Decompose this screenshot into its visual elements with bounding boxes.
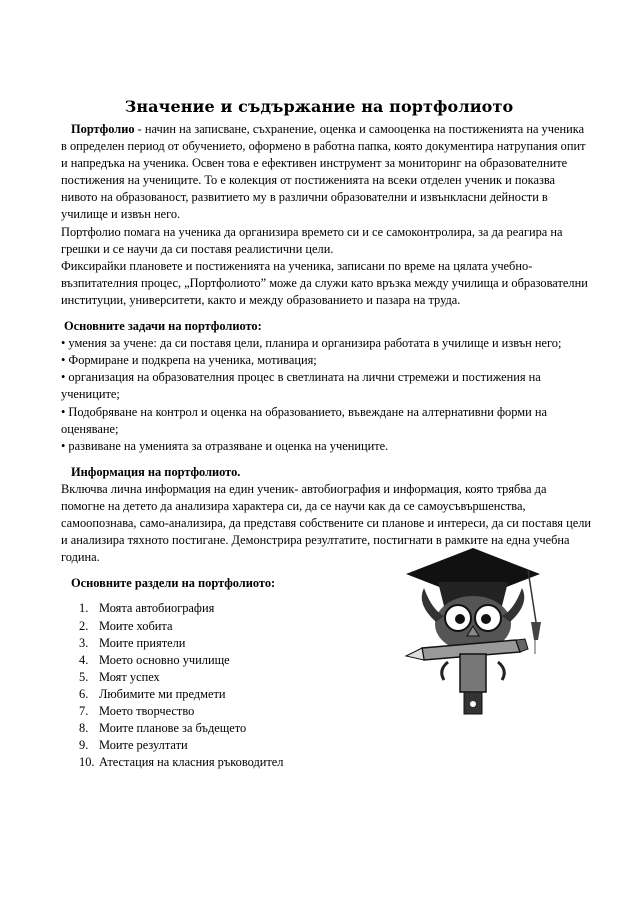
list-item: 5. Моят успех [79, 669, 160, 684]
intro-paragraph-2: Портфолио помага на ученика да организира времето си и се самоконтролира, за да реагира на грешки и се научи да си поставя реалистични цели. [61, 224, 563, 256]
info-paragraph: Включва лична информация на един ученик- автобиография и информация, която трябва да помогне на детето да анализира характера си, да се научи как да се самоусъвършенства, самоопознава, само-анализира, да представя собствените си планове и интереси, да си поставя цели и анализира тяхното постигане. Демонстрира резултатите, постигнати в рамките на една учебна година. [61, 481, 592, 565]
sections-heading: Основните раздели на портфолиото: [71, 576, 276, 591]
info-heading: Информация на портфолиото. [71, 464, 241, 479]
list-item: 6. Любимите ми предмети [79, 686, 226, 701]
list-item: 8. Моите планове за бъдещето [79, 721, 247, 736]
list-item: 4. Моето основно училище [79, 652, 230, 667]
list-item: 10. Атестация на класния ръководител [79, 755, 284, 770]
tasks-heading: Основните задачи на портфолиото: [64, 319, 262, 334]
intro-text: - начин на записване, съхранение, оценка и самооценка на постиженията на ученика в определен период от обучението, оформено в работна папка, която документира натрупания опит и напредъка на ученика. Освен това е ефективен инструмент за мониторинг на образователните постижения на учениците. То е колекция от постиженията на всеки отделен ученик и показва нивото на образованост, развитието му в различни образователни и извънкласни дейности в училище и извън него. [61, 122, 586, 222]
page-title: Значение и съдържание на портфолиото [124, 97, 514, 116]
list-item: 7. Моето творчество [79, 704, 195, 718]
intro-term: Портфолио [71, 122, 135, 136]
list-item: 2. Моите хобита [79, 618, 173, 633]
task-item: • организация на образователния процес в светлината на лични стремежи и постижения на учениците; [61, 370, 541, 402]
list-item: 3. Моите приятели [79, 635, 186, 650]
tasks-list [61, 335, 593, 455]
task-item: • Формиране и подкрепа на ученика, мотивация; [61, 353, 317, 368]
owl-graduate-pencil-icon [398, 544, 548, 719]
list-item: 1. Моята автобиография [79, 601, 215, 616]
task-item: • развиване на уменията за отразяване и оценка на учениците. [61, 438, 389, 453]
intro-paragraph [61, 121, 593, 224]
task-item: • умения за учене: да си поставя цели, планира и организира работата в училище и извън него; [61, 336, 562, 351]
list-item: 9. Моите резултати [79, 738, 188, 753]
intro-paragraph-3: Фиксирайки плановете и постиженията на ученика, записани по време на цялата учебно-възпитателния процес, „Портфолиото” може да служи като връзка между училища и образователни институции, университети, както и между образованието и пазара на труда. [61, 258, 588, 307]
task-item: • Подобряване на контрол и оценка на образованието, въвеждане на алтернативни форми на оценяване; [61, 404, 547, 436]
